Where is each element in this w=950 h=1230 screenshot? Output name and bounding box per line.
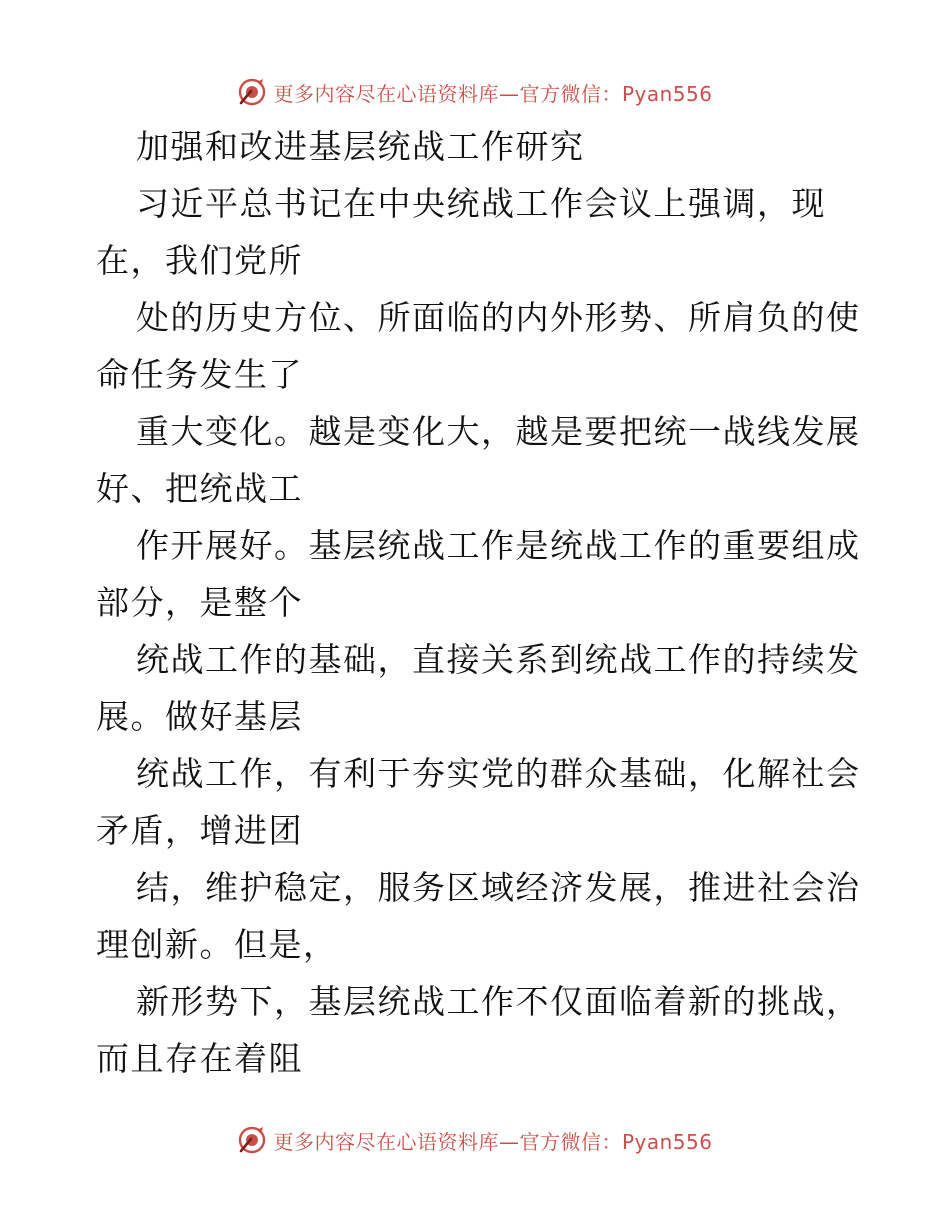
text-line: 矛盾，增进团 [96,811,303,850]
document-body [96,118,861,1087]
footer-banner [0,1120,950,1160]
header-banner [0,72,950,112]
text-line: 加强和改进基层统战工作研究 [136,127,585,166]
text-line: 统战工作，有利于夯实党的群众基础，化解社会 [136,754,861,793]
text-line: 处的历史方位、所面临的内外形势、所肩负的使 [136,298,861,337]
footer-banner-text: 更多内容尽在心语资料库—官方微信：Pyan556 [273,1129,713,1154]
text-line: 作开展好。基层统战工作是统战工作的重要组成 [136,526,861,565]
text-line: 理创新。但是， [96,925,338,964]
text-line: 展。做好基层 [96,697,303,736]
text-line: 重大变化。越是变化大，越是要把统一战线发展 [136,412,861,451]
text-line: 好、把统战工 [96,469,303,508]
text-line: 习近平总书记在中央统战工作会议上强调，现 [136,184,826,223]
logo-icon [237,1125,267,1155]
header-banner-text: 更多内容尽在心语资料库—官方微信：Pyan556 [273,81,713,106]
text-line: 在，我们党所 [96,241,303,280]
logo-icon [237,77,267,107]
text-line: 部分，是整个 [96,583,303,622]
text-line: 命任务发生了 [96,355,303,394]
text-line: 统战工作的基础，直接关系到统战工作的持续发 [136,640,861,679]
text-line: 结，维护稳定，服务区域经济发展，推进社会治 [136,868,861,907]
text-line: 而且存在着阻 [96,1039,303,1078]
text-line: 新形势下，基层统战工作不仅面临着新的挑战， [136,982,861,1021]
